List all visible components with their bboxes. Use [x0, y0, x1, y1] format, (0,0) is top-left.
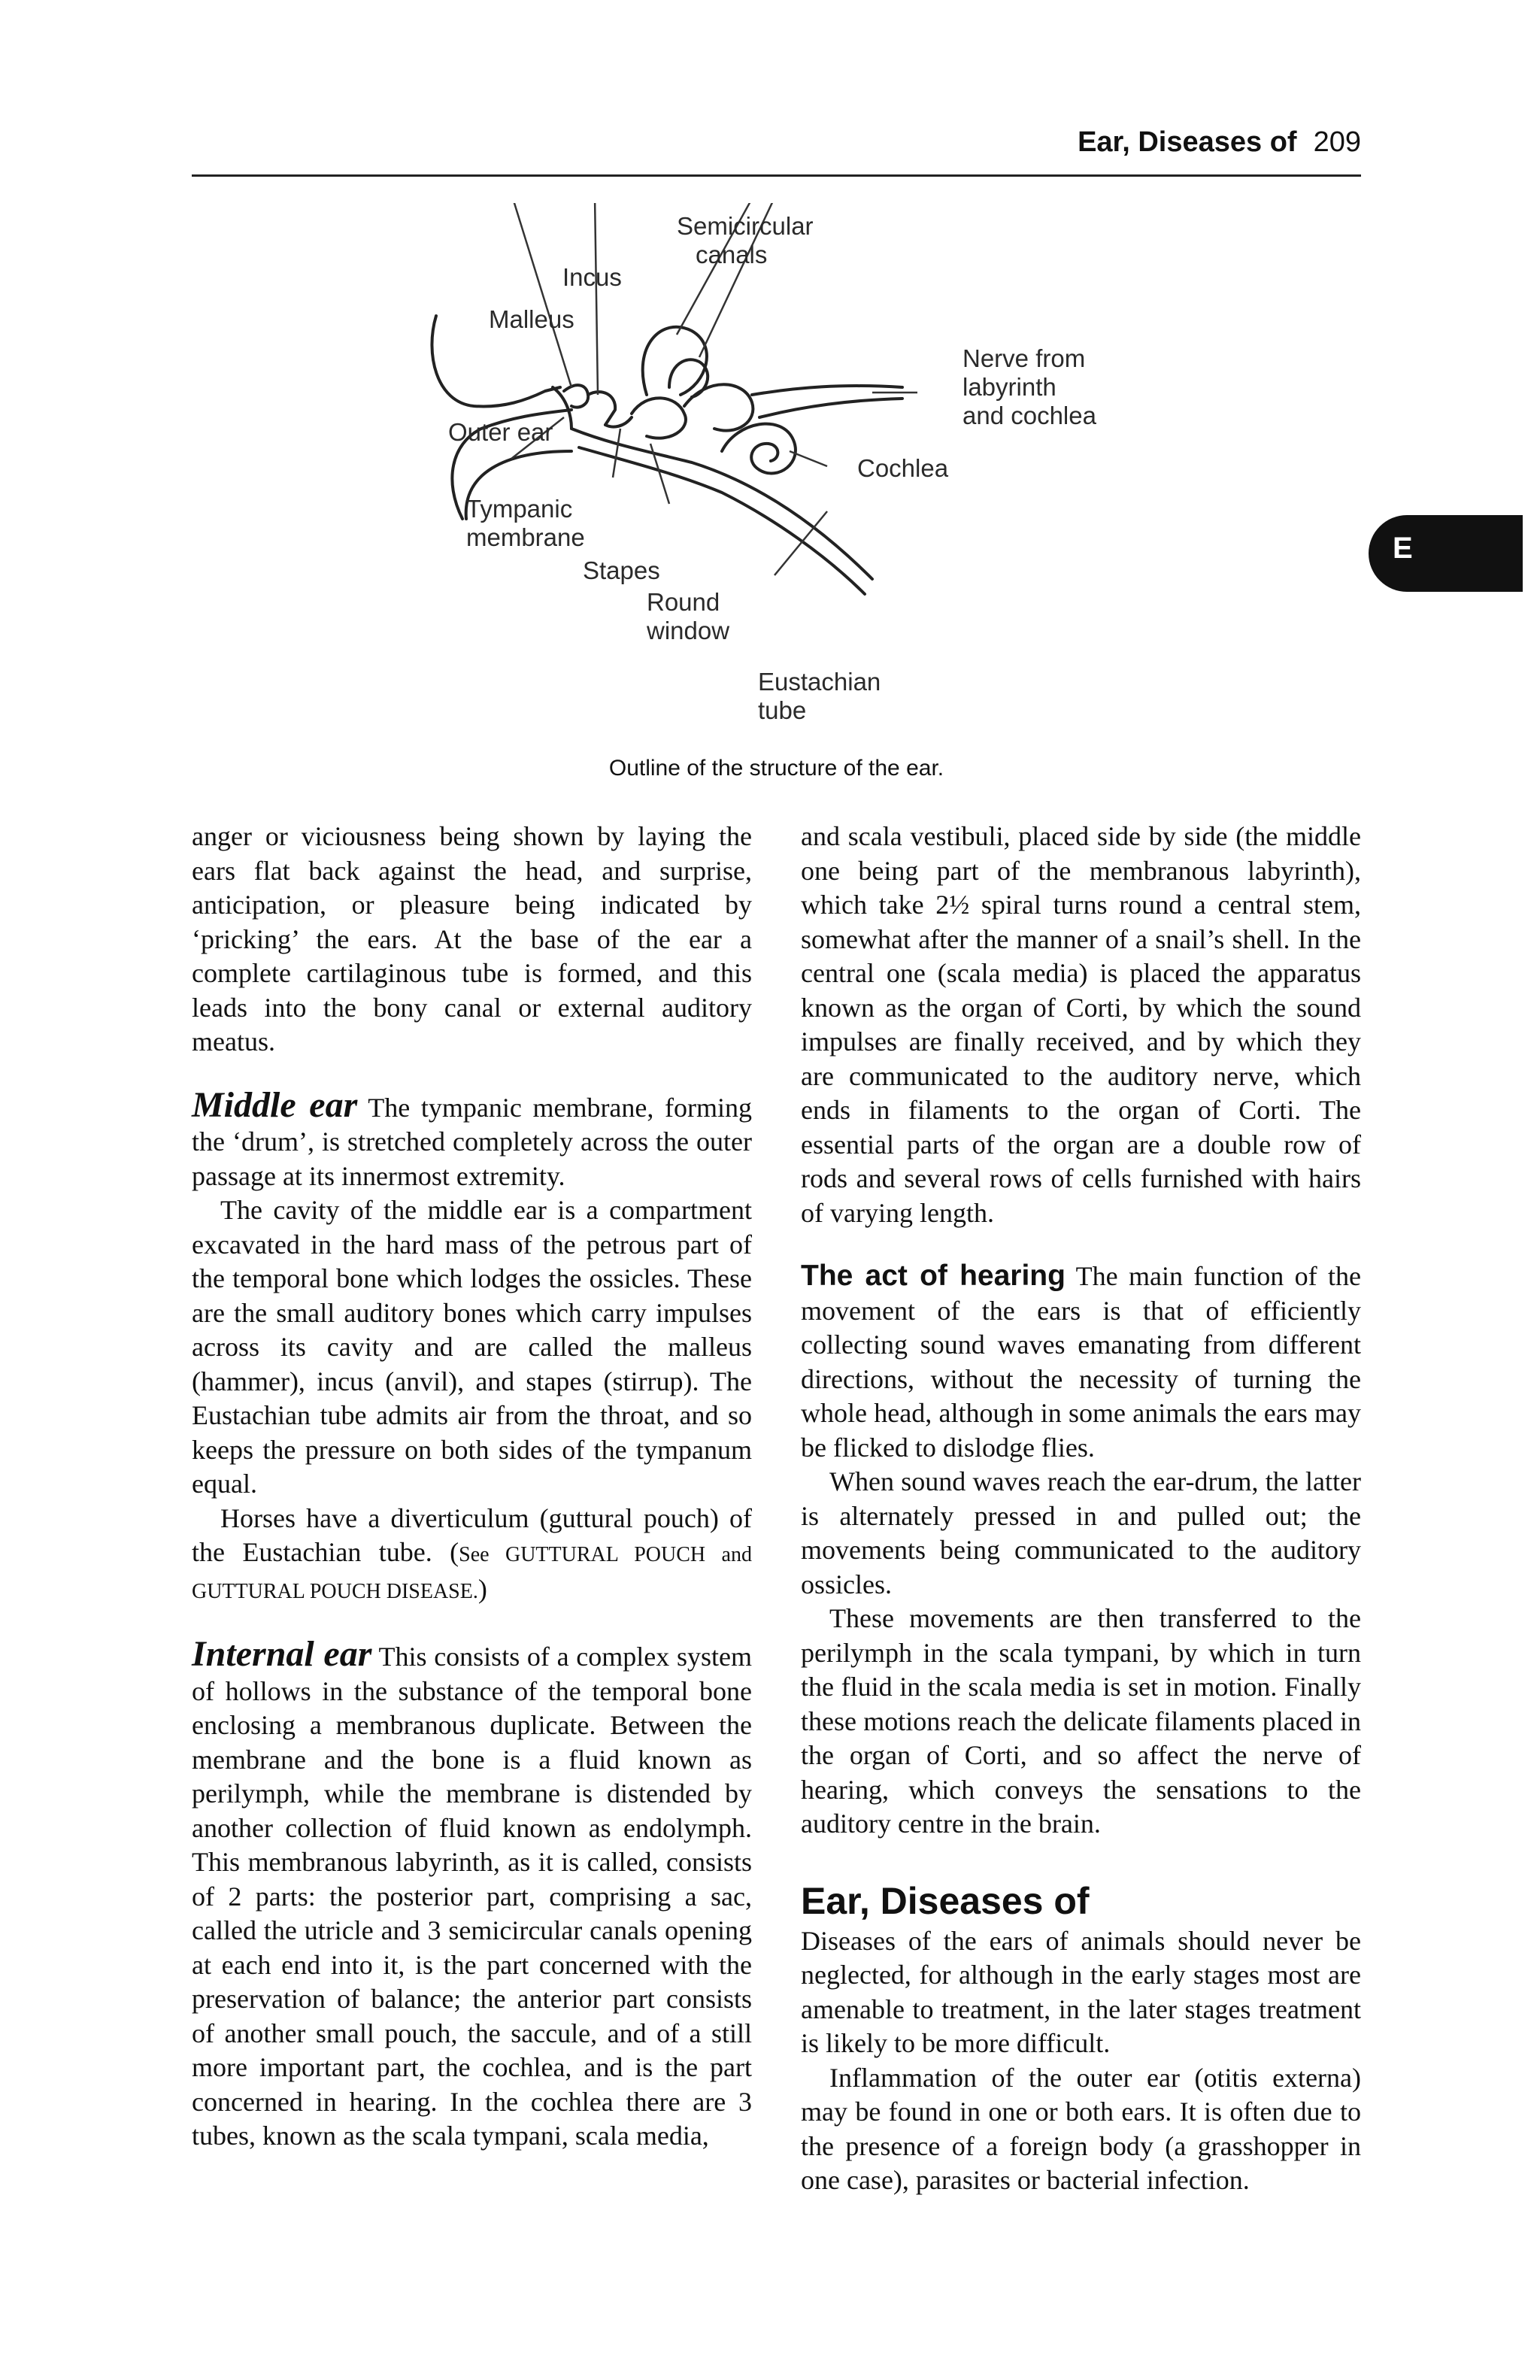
horses-text-end: )	[477, 1573, 487, 1604]
middle-ear-text-1: The tympanic membrane, forming the ‘drum’, is stretched completely across the outer passage at its innermost extremity.	[192, 1092, 752, 1191]
label-eustachian: Eustachian	[758, 668, 881, 696]
label-nerve-line1: Nerve from	[962, 344, 1086, 372]
right-column	[801, 820, 1361, 2198]
leader-eustachian	[775, 511, 827, 575]
leader-malleus	[504, 203, 571, 387]
diseases-text-1: Diseases of the ears of animals should never be neglected, for although in the early stages most are amenable to treatment, in the later stages treatment is likely to be more difficult.	[801, 1925, 1361, 2058]
diseases-text-2: Inflammation of the outer ear (otitis externa) may be found in one or both ears. It is often due to the presence of a foreign body (a grasshopper in one case), parasites or bacterial infection.	[801, 2062, 1361, 2195]
figure-caption: Outline of the structure of the ear.	[608, 756, 944, 781]
hearing-text-3: These movements are then transferred to the perilymph in the scala tympani, by which in turn the fluid in the scala media is set in motion. Finally these motions reach the delicate filaments placed in the organ of Corti, and so affect the nerve of hearing, which conveys the sensations to the auditory centre in the brain.	[801, 1603, 1361, 1839]
tympanic-membrane	[553, 387, 571, 429]
middle-ear-text-3	[192, 1502, 752, 1609]
leader-incus	[594, 203, 598, 395]
hearing-text-2: When sound waves reach the ear-drum, the latter is alternately pressed in and pulled out; the movements being communicated to the auditory ossicles.	[801, 1466, 1361, 1599]
label-stapes: Stapes	[583, 556, 660, 584]
label-round: Round	[647, 588, 720, 616]
middle-ear-text-2: The cavity of the middle ear is a compartment excavated in the hard mass of the petrous part of the temporal bone which lodges the ossicles. These are the small auditory bones which carry impulses across its cavity and are called the malleus (hammer), incus (anvil), and stapes (stirrup). The Eustachian tube admits air from the throat, and so keeps the pressure on both sides of the tympanum equal.	[192, 1195, 752, 1499]
paragraph-outer-ear-end: anger or viciousness being shown by laying the ears flat back against the head, and surprise, anticipation, or pleasure being indicated by ‘pricking’ the ears. At the base of the ear a complete cartilaginous tube is formed, and this leads into the bony canal or external auditory meatus.	[192, 821, 752, 1057]
internal-ear-text: This consists of a complex system of hollows in the substance of the temporal bone enclosing a membranous duplicate. Between the membrane and the bone is a fluid known as perilymph, while the membrane is distended by another collection of fluid known as endolymph. This membranous labyrinth, as it is called, consists of 2 parts: the posterior part, comprising a sac, called the utricle and 3 semicircular canals opening at each end into it, is the part concerned with the preservation of balance; the anterior part consists of another small pouch, the saccule, and of a still more important part, the cochlea, and is the part concerned in hearing. In the cochlea there are 3 tubes, known as the scala tympani, scala media,	[192, 1642, 752, 2151]
ear-diagram-figure	[421, 203, 1143, 744]
label-canals: canals	[696, 241, 768, 268]
section-thumb-tab	[1369, 515, 1523, 592]
label-malleus: Malleus	[489, 305, 574, 333]
left-column	[192, 820, 752, 2154]
page-number: 209	[1313, 126, 1361, 158]
incus	[588, 392, 615, 425]
hearing-text-1: The main function of the movement of the ears is that of efficiently collecting sound waves emanating from different directions, without the necessity of turning the whole head, although in some animals the ears may be flicked to dislodge flies.	[801, 1261, 1361, 1463]
hearing-paragraph	[801, 1259, 1361, 1465]
semicircular-canal-3	[684, 384, 753, 430]
see-reference: See GUTTURAL POUCH and GUTTURAL POUCH DISEASE.	[192, 1543, 752, 1603]
label-tube: tube	[758, 696, 807, 724]
middle-ear-heading: Middle ear	[192, 1084, 358, 1125]
ear-diseases-heading: Ear, Diseases of	[801, 1879, 1090, 1922]
internal-ear-heading: Internal ear	[192, 1634, 372, 1674]
label-incus: Incus	[562, 263, 622, 291]
label-tympanic-line1: Tympanic	[466, 495, 573, 523]
ear-diagram	[421, 203, 1143, 744]
label-nerve-line3: and cochlea	[962, 402, 1096, 429]
thumb-tab-letter: E	[1393, 532, 1413, 565]
paragraph-cochlea-cont: and scala vestibuli, placed side by side (the middle one being part of the membranous labyrinth), which take 2½ spiral turns round a central stem, somewhat after the manner of a snail’s shell. In the central one (scala media) is placed the apparatus known as the organ of Corti, by which the sound impulses are finally received, and by which they are communicated to the auditory nerve, which ends in filaments to the organ of Corti. The essential parts of the organ are a double row of rods and several rows of cells furnished with hairs of varying length.	[801, 821, 1361, 1228]
vestibule	[632, 398, 686, 438]
act-of-hearing-heading: The act of hearing	[801, 1260, 1066, 1292]
label-tympanic-line2: membrane	[466, 523, 585, 551]
label-cochlea: Cochlea	[857, 454, 949, 482]
running-head	[1078, 126, 1361, 159]
horses-text: Horses have a diverticulum (guttural pouch) of the Eustachian tube. (	[192, 1502, 752, 1567]
leader-stapes	[613, 429, 620, 478]
label-outer-ear: Outer ear	[448, 418, 553, 446]
label-semicircular: Semicircular	[677, 212, 814, 240]
middle-ear-paragraph	[192, 1084, 752, 1194]
internal-ear-paragraph	[192, 1634, 752, 2154]
running-header	[192, 126, 1361, 177]
nerve-trunk-2	[759, 399, 902, 417]
running-title: Ear, Diseases of	[1078, 126, 1297, 158]
label-nerve-line2: labyrinth	[962, 373, 1056, 401]
label-window: window	[647, 617, 730, 644]
